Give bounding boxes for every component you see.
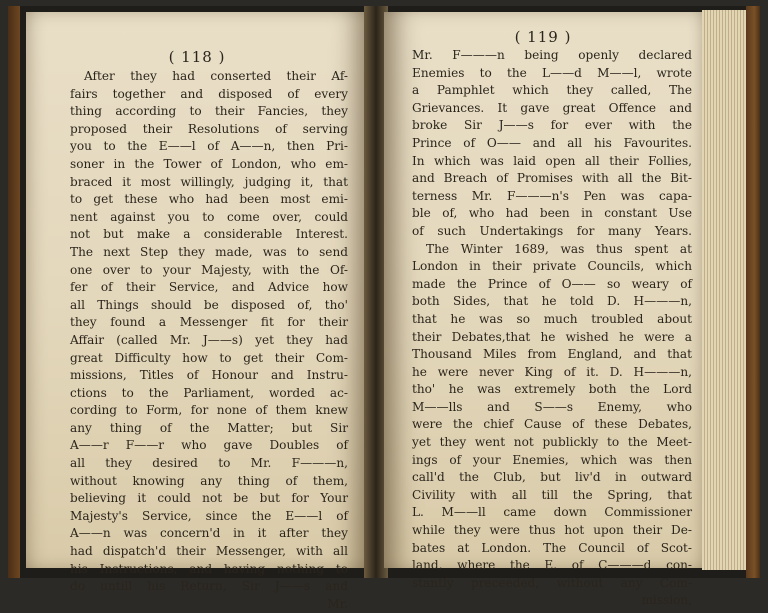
text-line: terness Mr. F———n's Pen was capa- [412, 188, 692, 203]
text-line: had dispatch'd their Messenger, with all [70, 544, 348, 559]
text-line: bates at London. The Council of Scot- [412, 540, 692, 555]
text-line: that he was so much troubled about [412, 311, 692, 326]
text-line: ble of, who had been in constant Use [412, 206, 692, 221]
text-line: Mr. F———n being openly declared [412, 48, 692, 62]
text-line: without knowing any thing of them, [70, 473, 348, 488]
text-line: any thing of the Matter; but Sir [70, 420, 348, 435]
text-line: London in their private Councils, which [412, 259, 692, 274]
text-line: ings of your Enemies, which was then [412, 452, 692, 467]
text-line: one over to your Majesty, with the Of- [70, 262, 348, 277]
text-line: After they had conserted their Af- [84, 69, 348, 83]
text-line: he were never King of it. D. H———n, [412, 364, 692, 379]
left-page-text [26, 68, 368, 613]
text-line: M——lls and S——s Enemy, who [412, 399, 692, 414]
text-line: nent against you to come over, could [70, 209, 348, 224]
text-line: A——r F——r who gave Doubles of [70, 438, 348, 453]
text-line: cording to Form, for none of them knew [70, 403, 348, 418]
book-cover-left-edge [8, 6, 20, 578]
catchword: Mr. [327, 596, 348, 611]
text-line: you to the E——l of A——n, then Pri- [70, 139, 348, 154]
text-line: stantly preceeded, without any Com- [412, 575, 692, 590]
text-line: Civility with all till the Spring, that [412, 487, 692, 502]
text-line: they found a Messenger fit for their [70, 315, 348, 330]
text-line: missions, Titles of Honour and Instru- [70, 368, 348, 383]
text-line: call'd the Club, but liv'd in outward [412, 470, 692, 485]
text-line: soner in the Tower of London, who em- [70, 156, 348, 171]
text-line: proposed their Resolutions of serving [70, 121, 348, 136]
book-cover-right-edge [746, 6, 760, 578]
text-line: tho' he was extremely both the Lord [412, 382, 692, 397]
right-page [384, 12, 702, 608]
left-page-number: ( 118 ) [168, 48, 226, 66]
text-line: A——n was concern'd in it after they [70, 526, 348, 541]
text-line: of such Undertakings for many Years. [412, 223, 692, 238]
page-edges [702, 10, 746, 570]
text-line: Grievances. It gave great Offence and [412, 100, 692, 115]
text-line: Prince of O—— and all his Favourites. [412, 135, 692, 150]
text-line: fer of their Service, and Advice how [70, 280, 348, 295]
text-line: The next Step they made, was to send [70, 244, 348, 259]
text-line: broke Sir J——s for ever with the [412, 118, 692, 133]
text-line: L. M——ll came down Commissioner [412, 505, 692, 520]
text-line: not but make a considerable Interest. [70, 227, 348, 242]
text-line: The Winter 1689, was thus spent at [426, 241, 692, 256]
text-line: and Breach of Promises with all the Bit- [412, 171, 692, 186]
text-line: Majesty's Service, since the E——l of [70, 508, 348, 523]
text-line: yet they went not publickly to the Meet- [412, 435, 692, 450]
text-line: believing it could not be but for Your [70, 491, 348, 506]
right-page-text [384, 47, 702, 610]
text-line: fairs together and disposed of every [70, 86, 348, 101]
text-line: were the chief Cause of these Debates, [412, 417, 692, 432]
text-line: made the Prince of O—— so weary of [412, 276, 692, 291]
text-line: thing according to their Fancies, they [70, 104, 348, 119]
text-line: do untill his Return, Sir J——s and [70, 579, 348, 594]
text-line: his Instructions, and having nothing to [70, 561, 348, 576]
left-page [26, 12, 368, 611]
text-line: land, where the E. of C———d con- [412, 558, 692, 573]
open-book [8, 6, 760, 611]
catchword: mission, [641, 593, 692, 608]
text-line: In which was laid open all their Follies, [412, 153, 692, 168]
text-line: Affair (called Mr. J——s) yet they had [70, 332, 348, 347]
text-line: Thousand Miles from England, and that [412, 347, 692, 362]
right-page-number: ( 119 ) [514, 28, 572, 46]
text-line: to get these who had been most emi- [70, 192, 348, 207]
text-line: both Sides, that he told D. H———n, [412, 294, 692, 309]
text-line: Enemies to the L——d M——l, wrote [412, 65, 692, 80]
text-line: great Difficulty how to get their Com- [70, 350, 348, 365]
text-line: ctions to the Parliament, worded ac- [70, 385, 348, 400]
text-line: while they were thus hot upon their De- [412, 523, 692, 538]
text-line: their Debates,that he wished he were a [412, 329, 692, 344]
text-line: braced it most willingly, judging it, that [70, 174, 348, 189]
text-line: all they desired to Mr. F———n, [70, 456, 348, 471]
text-line: a Pamphlet which they called, The [412, 83, 692, 98]
text-line: all Things should be disposed of, tho' [70, 297, 348, 312]
